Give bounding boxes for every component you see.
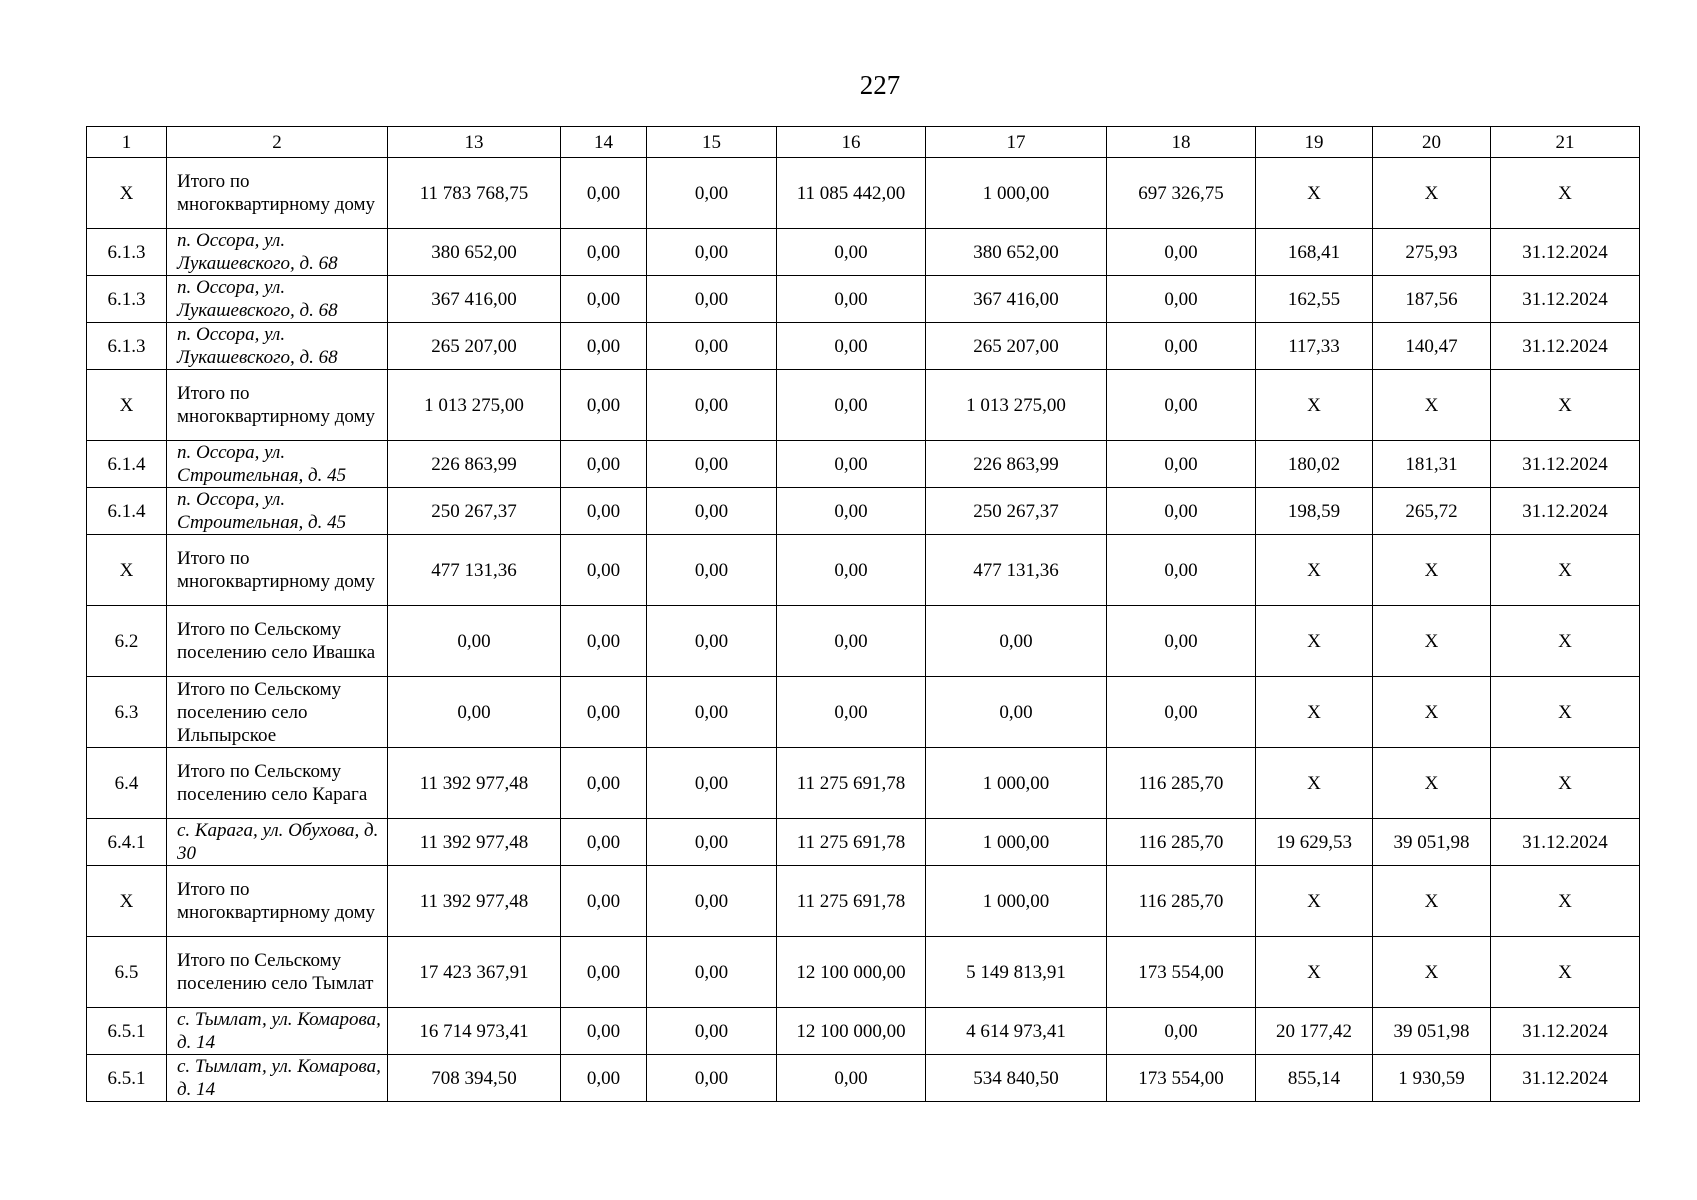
- value-cell: 181,31: [1373, 441, 1491, 488]
- value-cell: 116 285,70: [1107, 866, 1256, 937]
- value-cell: 0,00: [647, 937, 777, 1008]
- value-cell: 16 714 973,41: [388, 1008, 561, 1055]
- value-cell: 275,93: [1373, 229, 1491, 276]
- value-cell: X: [1373, 937, 1491, 1008]
- value-cell: 11 392 977,48: [388, 748, 561, 819]
- name-cell: Итого по Сельскому поселению село Тымлат: [167, 937, 388, 1008]
- row-number-cell: X: [87, 370, 167, 441]
- value-cell: 0,00: [777, 441, 926, 488]
- name-cell: Итого по многоквартирному дому: [167, 158, 388, 229]
- value-cell: 0,00: [647, 748, 777, 819]
- value-cell: 0,00: [561, 1055, 647, 1102]
- value-cell: X: [1256, 370, 1373, 441]
- row-number-cell: 6.3: [87, 677, 167, 748]
- value-cell: 11 275 691,78: [777, 819, 926, 866]
- row-number-cell: 6.1.4: [87, 488, 167, 535]
- value-cell: 0,00: [561, 535, 647, 606]
- value-cell: X: [1373, 866, 1491, 937]
- name-cell: с. Карага, ул. Обухова, д. 30: [167, 819, 388, 866]
- value-cell: 173 554,00: [1107, 937, 1256, 1008]
- value-cell: 1 000,00: [926, 158, 1107, 229]
- column-header: 18: [1107, 127, 1256, 158]
- value-cell: 31.12.2024: [1491, 819, 1640, 866]
- value-cell: 31.12.2024: [1491, 229, 1640, 276]
- value-cell: 226 863,99: [926, 441, 1107, 488]
- address-row: [87, 1055, 1640, 1102]
- value-cell: 708 394,50: [388, 1055, 561, 1102]
- value-cell: 0,00: [1107, 488, 1256, 535]
- value-cell: 1 000,00: [926, 866, 1107, 937]
- value-cell: 117,33: [1256, 323, 1373, 370]
- value-cell: 140,47: [1373, 323, 1491, 370]
- value-cell: X: [1256, 535, 1373, 606]
- value-cell: X: [1491, 535, 1640, 606]
- total-row: [87, 535, 1640, 606]
- value-cell: 31.12.2024: [1491, 323, 1640, 370]
- value-cell: 0,00: [777, 229, 926, 276]
- value-cell: 11 783 768,75: [388, 158, 561, 229]
- value-cell: 0,00: [647, 276, 777, 323]
- name-cell: с. Тымлат, ул. Комарова, д. 14: [167, 1055, 388, 1102]
- value-cell: 0,00: [647, 158, 777, 229]
- value-cell: 0,00: [647, 1008, 777, 1055]
- total-row: [87, 748, 1640, 819]
- value-cell: 0,00: [561, 229, 647, 276]
- address-row: [87, 441, 1640, 488]
- value-cell: 1 013 275,00: [926, 370, 1107, 441]
- value-cell: 17 423 367,91: [388, 937, 561, 1008]
- value-cell: 11 275 691,78: [777, 748, 926, 819]
- value-cell: 0,00: [1107, 677, 1256, 748]
- value-cell: 11 392 977,48: [388, 819, 561, 866]
- value-cell: X: [1256, 606, 1373, 677]
- row-number-cell: X: [87, 535, 167, 606]
- value-cell: 265 207,00: [388, 323, 561, 370]
- value-cell: 19 629,53: [1256, 819, 1373, 866]
- value-cell: X: [1373, 370, 1491, 441]
- column-header: 19: [1256, 127, 1373, 158]
- value-cell: 12 100 000,00: [777, 937, 926, 1008]
- value-cell: 0,00: [561, 1008, 647, 1055]
- row-number-cell: 6.1.3: [87, 323, 167, 370]
- total-row: [87, 937, 1640, 1008]
- value-cell: X: [1373, 158, 1491, 229]
- total-row: [87, 866, 1640, 937]
- row-number-cell: 6.1.4: [87, 441, 167, 488]
- value-cell: 0,00: [1107, 276, 1256, 323]
- value-cell: 534 840,50: [926, 1055, 1107, 1102]
- value-cell: 0,00: [561, 677, 647, 748]
- value-cell: 31.12.2024: [1491, 1055, 1640, 1102]
- value-cell: X: [1373, 748, 1491, 819]
- value-cell: 173 554,00: [1107, 1055, 1256, 1102]
- value-cell: X: [1256, 158, 1373, 229]
- value-cell: X: [1491, 748, 1640, 819]
- value-cell: 1 000,00: [926, 748, 1107, 819]
- value-cell: 4 614 973,41: [926, 1008, 1107, 1055]
- address-row: [87, 1008, 1640, 1055]
- column-header: 13: [388, 127, 561, 158]
- value-cell: 0,00: [561, 441, 647, 488]
- row-number-cell: 6.4: [87, 748, 167, 819]
- value-cell: 162,55: [1256, 276, 1373, 323]
- value-cell: 116 285,70: [1107, 819, 1256, 866]
- column-header: 1: [87, 127, 167, 158]
- value-cell: 0,00: [1107, 606, 1256, 677]
- value-cell: 0,00: [561, 819, 647, 866]
- value-cell: 39 051,98: [1373, 819, 1491, 866]
- row-number-cell: X: [87, 866, 167, 937]
- value-cell: 116 285,70: [1107, 748, 1256, 819]
- value-cell: 0,00: [647, 229, 777, 276]
- value-cell: X: [1491, 606, 1640, 677]
- value-cell: X: [1491, 866, 1640, 937]
- value-cell: 1 930,59: [1373, 1055, 1491, 1102]
- value-cell: 380 652,00: [926, 229, 1107, 276]
- total-row: [87, 606, 1640, 677]
- value-cell: 0,00: [388, 677, 561, 748]
- value-cell: X: [1256, 748, 1373, 819]
- total-row: [87, 158, 1640, 229]
- value-cell: 0,00: [647, 323, 777, 370]
- row-number-cell: 6.2: [87, 606, 167, 677]
- name-cell: Итого по Сельскому поселению село Ильпырское: [167, 677, 388, 748]
- name-cell: Итого по Сельскому поселению село Карага: [167, 748, 388, 819]
- value-cell: 0,00: [647, 370, 777, 441]
- data-table: [86, 126, 1640, 1102]
- value-cell: 226 863,99: [388, 441, 561, 488]
- value-cell: X: [1491, 158, 1640, 229]
- name-cell: п. Оссора, ул. Лукашевского, д. 68: [167, 276, 388, 323]
- value-cell: 0,00: [561, 488, 647, 535]
- value-cell: 187,56: [1373, 276, 1491, 323]
- value-cell: 0,00: [647, 1055, 777, 1102]
- value-cell: 380 652,00: [388, 229, 561, 276]
- value-cell: 31.12.2024: [1491, 276, 1640, 323]
- row-number-cell: 6.4.1: [87, 819, 167, 866]
- value-cell: 0,00: [1107, 323, 1256, 370]
- value-cell: 0,00: [561, 370, 647, 441]
- value-cell: 0,00: [388, 606, 561, 677]
- total-row: [87, 370, 1640, 441]
- name-cell: Итого по многоквартирному дому: [167, 866, 388, 937]
- name-cell: п. Оссора, ул. Лукашевского, д. 68: [167, 229, 388, 276]
- column-header: 14: [561, 127, 647, 158]
- value-cell: 367 416,00: [388, 276, 561, 323]
- value-cell: 39 051,98: [1373, 1008, 1491, 1055]
- row-number-cell: X: [87, 158, 167, 229]
- name-cell: п. Оссора, ул. Лукашевского, д. 68: [167, 323, 388, 370]
- value-cell: 367 416,00: [926, 276, 1107, 323]
- address-row: [87, 229, 1640, 276]
- value-cell: X: [1256, 866, 1373, 937]
- header-row: [87, 127, 1640, 158]
- value-cell: X: [1373, 535, 1491, 606]
- value-cell: X: [1491, 937, 1640, 1008]
- column-header: 21: [1491, 127, 1640, 158]
- value-cell: 198,59: [1256, 488, 1373, 535]
- value-cell: 0,00: [1107, 370, 1256, 441]
- address-row: [87, 488, 1640, 535]
- column-header: 15: [647, 127, 777, 158]
- value-cell: 0,00: [561, 937, 647, 1008]
- value-cell: 0,00: [777, 677, 926, 748]
- value-cell: 855,14: [1256, 1055, 1373, 1102]
- total-row: [87, 677, 1640, 748]
- value-cell: X: [1491, 677, 1640, 748]
- value-cell: 0,00: [777, 488, 926, 535]
- value-cell: 0,00: [647, 441, 777, 488]
- page-number: 227: [859, 70, 901, 100]
- value-cell: 0,00: [777, 535, 926, 606]
- value-cell: 20 177,42: [1256, 1008, 1373, 1055]
- value-cell: 168,41: [1256, 229, 1373, 276]
- value-cell: 0,00: [926, 677, 1107, 748]
- value-cell: 697 326,75: [1107, 158, 1256, 229]
- value-cell: 477 131,36: [926, 535, 1107, 606]
- value-cell: 0,00: [647, 819, 777, 866]
- column-header: 16: [777, 127, 926, 158]
- value-cell: X: [1373, 606, 1491, 677]
- value-cell: 0,00: [1107, 229, 1256, 276]
- row-number-cell: 6.5.1: [87, 1008, 167, 1055]
- address-row: [87, 323, 1640, 370]
- row-number-cell: 6.1.3: [87, 276, 167, 323]
- value-cell: 0,00: [561, 606, 647, 677]
- name-cell: Итого по Сельскому поселению село Ивашка: [167, 606, 388, 677]
- row-number-cell: 6.5.1: [87, 1055, 167, 1102]
- address-row: [87, 819, 1640, 866]
- value-cell: 0,00: [777, 606, 926, 677]
- value-cell: 180,02: [1256, 441, 1373, 488]
- value-cell: 0,00: [926, 606, 1107, 677]
- name-cell: Итого по многоквартирному дому: [167, 370, 388, 441]
- value-cell: 477 131,36: [388, 535, 561, 606]
- table-body: [87, 158, 1640, 1102]
- value-cell: X: [1256, 677, 1373, 748]
- value-cell: 11 392 977,48: [388, 866, 561, 937]
- value-cell: 31.12.2024: [1491, 1008, 1640, 1055]
- column-header: 17: [926, 127, 1107, 158]
- value-cell: 265 207,00: [926, 323, 1107, 370]
- value-cell: 12 100 000,00: [777, 1008, 926, 1055]
- value-cell: 1 013 275,00: [388, 370, 561, 441]
- value-cell: 250 267,37: [388, 488, 561, 535]
- value-cell: 0,00: [777, 370, 926, 441]
- name-cell: п. Оссора, ул. Строительная, д. 45: [167, 488, 388, 535]
- value-cell: 0,00: [647, 606, 777, 677]
- value-cell: 0,00: [777, 276, 926, 323]
- value-cell: 0,00: [561, 866, 647, 937]
- value-cell: 0,00: [1107, 1008, 1256, 1055]
- value-cell: 0,00: [647, 535, 777, 606]
- row-number-cell: 6.1.3: [87, 229, 167, 276]
- value-cell: 31.12.2024: [1491, 441, 1640, 488]
- row-number-cell: 6.5: [87, 937, 167, 1008]
- value-cell: X: [1256, 937, 1373, 1008]
- value-cell: 250 267,37: [926, 488, 1107, 535]
- name-cell: Итого по многоквартирному дому: [167, 535, 388, 606]
- value-cell: 0,00: [647, 866, 777, 937]
- value-cell: 0,00: [777, 1055, 926, 1102]
- column-header: 20: [1373, 127, 1491, 158]
- value-cell: 0,00: [561, 323, 647, 370]
- value-cell: X: [1373, 677, 1491, 748]
- value-cell: 11 085 442,00: [777, 158, 926, 229]
- value-cell: 0,00: [1107, 535, 1256, 606]
- value-cell: 5 149 813,91: [926, 937, 1107, 1008]
- value-cell: X: [1491, 370, 1640, 441]
- value-cell: 0,00: [561, 276, 647, 323]
- name-cell: п. Оссора, ул. Строительная, д. 45: [167, 441, 388, 488]
- value-cell: 0,00: [647, 677, 777, 748]
- value-cell: 0,00: [561, 158, 647, 229]
- value-cell: 11 275 691,78: [777, 866, 926, 937]
- value-cell: 265,72: [1373, 488, 1491, 535]
- value-cell: 0,00: [647, 488, 777, 535]
- value-cell: 31.12.2024: [1491, 488, 1640, 535]
- value-cell: 0,00: [777, 323, 926, 370]
- value-cell: 0,00: [1107, 441, 1256, 488]
- address-row: [87, 276, 1640, 323]
- value-cell: 0,00: [561, 748, 647, 819]
- value-cell: 1 000,00: [926, 819, 1107, 866]
- column-header: 2: [167, 127, 388, 158]
- name-cell: с. Тымлат, ул. Комарова, д. 14: [167, 1008, 388, 1055]
